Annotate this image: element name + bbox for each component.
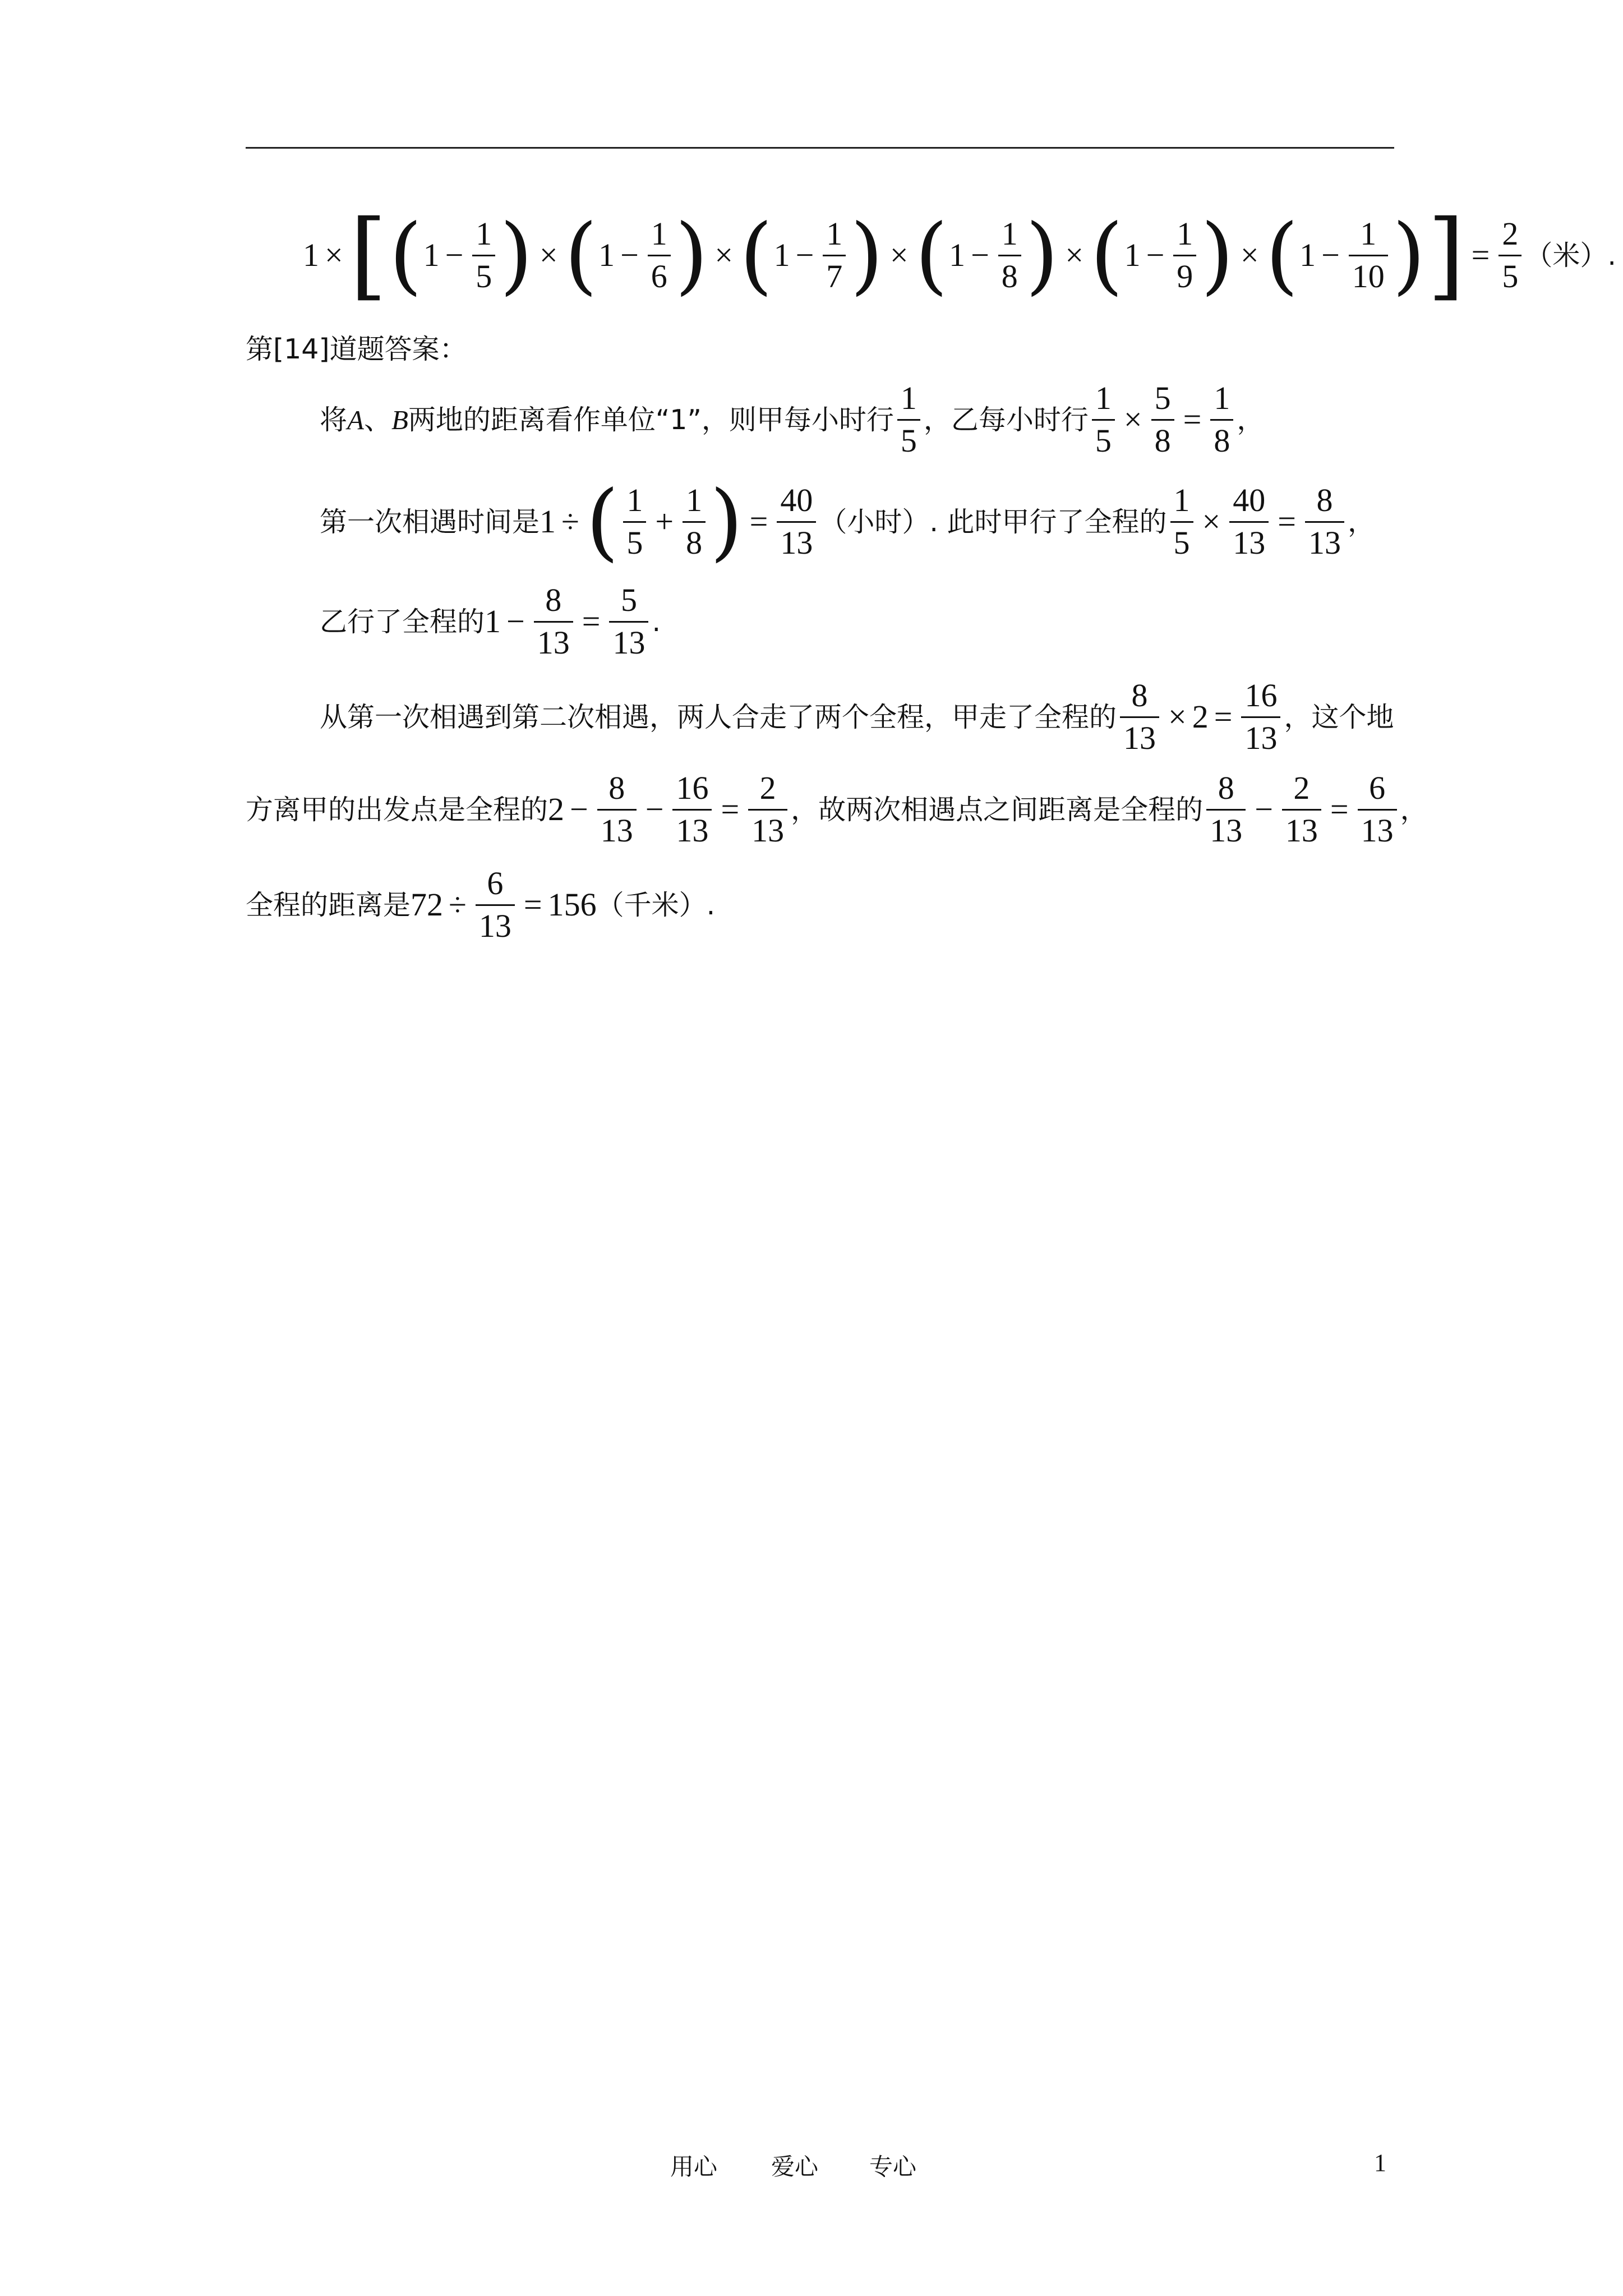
fraction: $\frac{40}{13}$ [777, 484, 816, 560]
fraction: $\frac{2}{13}$ [748, 771, 787, 848]
footer-word-1: 用心 [670, 2153, 718, 2180]
fraction: $\frac{5}{8}$ [1151, 381, 1174, 458]
factor-one: 1 [949, 237, 966, 273]
fraction: $\frac{1}{8}$ [1210, 381, 1233, 458]
fraction: $\frac{1}{10}$ [1349, 217, 1388, 294]
unit-text: （米）. [1525, 239, 1616, 272]
paragraph-4: 从第一次相遇到第二次相遇，两人合走了两个全程，甲走了全程的 $\frac{8}{13}$ × 2 = $\frac{16}{13}$ ，这个地 [320, 677, 1394, 756]
fraction: $\frac{1}{5}$ [897, 381, 920, 458]
fraction: $\frac{1}{8}$ [683, 484, 706, 560]
fraction: $\frac{8}{13}$ [1206, 771, 1246, 848]
factor-one: 1 [423, 237, 440, 273]
footer-word-2: 爱心 [771, 2153, 819, 2180]
fraction: $\frac{6}{13}$ [476, 867, 515, 944]
fraction: $\frac{1}{7}$ [823, 217, 846, 294]
result-fraction: $\frac{2}{5}$ [1498, 217, 1521, 294]
header-rule [246, 147, 1394, 149]
factor-one: 1 [1299, 237, 1316, 273]
fraction: $\frac{8}{13}$ [597, 771, 637, 848]
factor-one: 1 [598, 237, 615, 273]
factor-one: 1 [773, 237, 790, 273]
fraction: $\frac{40}{13}$ [1229, 484, 1269, 560]
fraction: $\frac{1}{5}$ [1170, 484, 1193, 560]
fraction: $\frac{6}{13}$ [1358, 771, 1397, 848]
fraction: $\frac{1}{6}$ [648, 217, 671, 294]
fraction: $\frac{16}{13}$ [1241, 679, 1280, 756]
fraction: $\frac{16}{13}$ [672, 771, 712, 848]
paragraph-1: 将 A 、 B 两地的距离看作单位“1”，则甲每小时行 $\frac{1}{5}$ ，乙每小时行 $\frac{1}{5}$ × $\frac{5}{8}$ = $\frac{1}{8}$ ， [320, 380, 1265, 459]
paragraph-6: 全程的距离是 72 ÷ $\frac{6}{13}$ = 156 （千米）. [246, 865, 716, 944]
fraction: $\frac{5}{13}$ [609, 583, 648, 660]
fraction: $\frac{1}{9}$ [1173, 217, 1196, 294]
lead-number: 1 [303, 237, 319, 273]
fraction: $\frac{1}{5}$ [623, 484, 646, 560]
fraction: $\frac{1}{5}$ [1092, 381, 1115, 458]
fraction: $\frac{1}{5}$ [472, 217, 495, 294]
fraction: $\frac{2}{13}$ [1282, 771, 1321, 848]
fraction: $\frac{8}{13}$ [534, 583, 573, 660]
fraction: $\frac{1}{8}$ [998, 217, 1021, 294]
fraction: $\frac{8}{13}$ [1120, 679, 1159, 756]
footer-word-3: 专心 [869, 2153, 917, 2180]
factor-one: 1 [1124, 237, 1141, 273]
answer-heading: 第[14]道题答案： [246, 333, 467, 365]
paragraph-2: 第一次相遇时间是 1 ÷ ( $\frac{1}{5}$ + $\frac{1}{8}$ ) = $\frac{40}{13}$ （小时）. 此时甲行了全程的 $\frac{1}{5}$ × $\frac{40}{13}$ = $\frac{8}{13}$ ， [320, 473, 1375, 570]
prev-answer-formula: 1 × [ ( 1 − $\frac{1}{5}$ ) × ( 1 − $\frac{1}{6}$ ) × ( 1 − $\frac{1}{7}$ ) × ( 1 − $\frac{1}{8}$ ) × ( 1 − $\frac{1}{9}$ ) × ( 1 − $\frac{1}{10}$ ) ] = $\frac{2}{5}$ （米）. [303, 200, 1616, 311]
fraction: $\frac{8}{13}$ [1305, 484, 1344, 560]
paragraph-5: 方离甲的出发点是全程的 2 − $\frac{8}{13}$ − $\frac{16}{13}$ = $\frac{2}{13}$ ，故两次相遇点之间距离是全程的 $\frac{8}{13}$ − $\frac{2}{13}$ = $\frac{6}{13}$ ， [246, 770, 1428, 849]
page-number: 1 [1374, 2149, 1386, 2177]
paragraph-3: 乙行了全程的 1 − $\frac{8}{13}$ = $\frac{5}{13}$ . [320, 582, 661, 661]
